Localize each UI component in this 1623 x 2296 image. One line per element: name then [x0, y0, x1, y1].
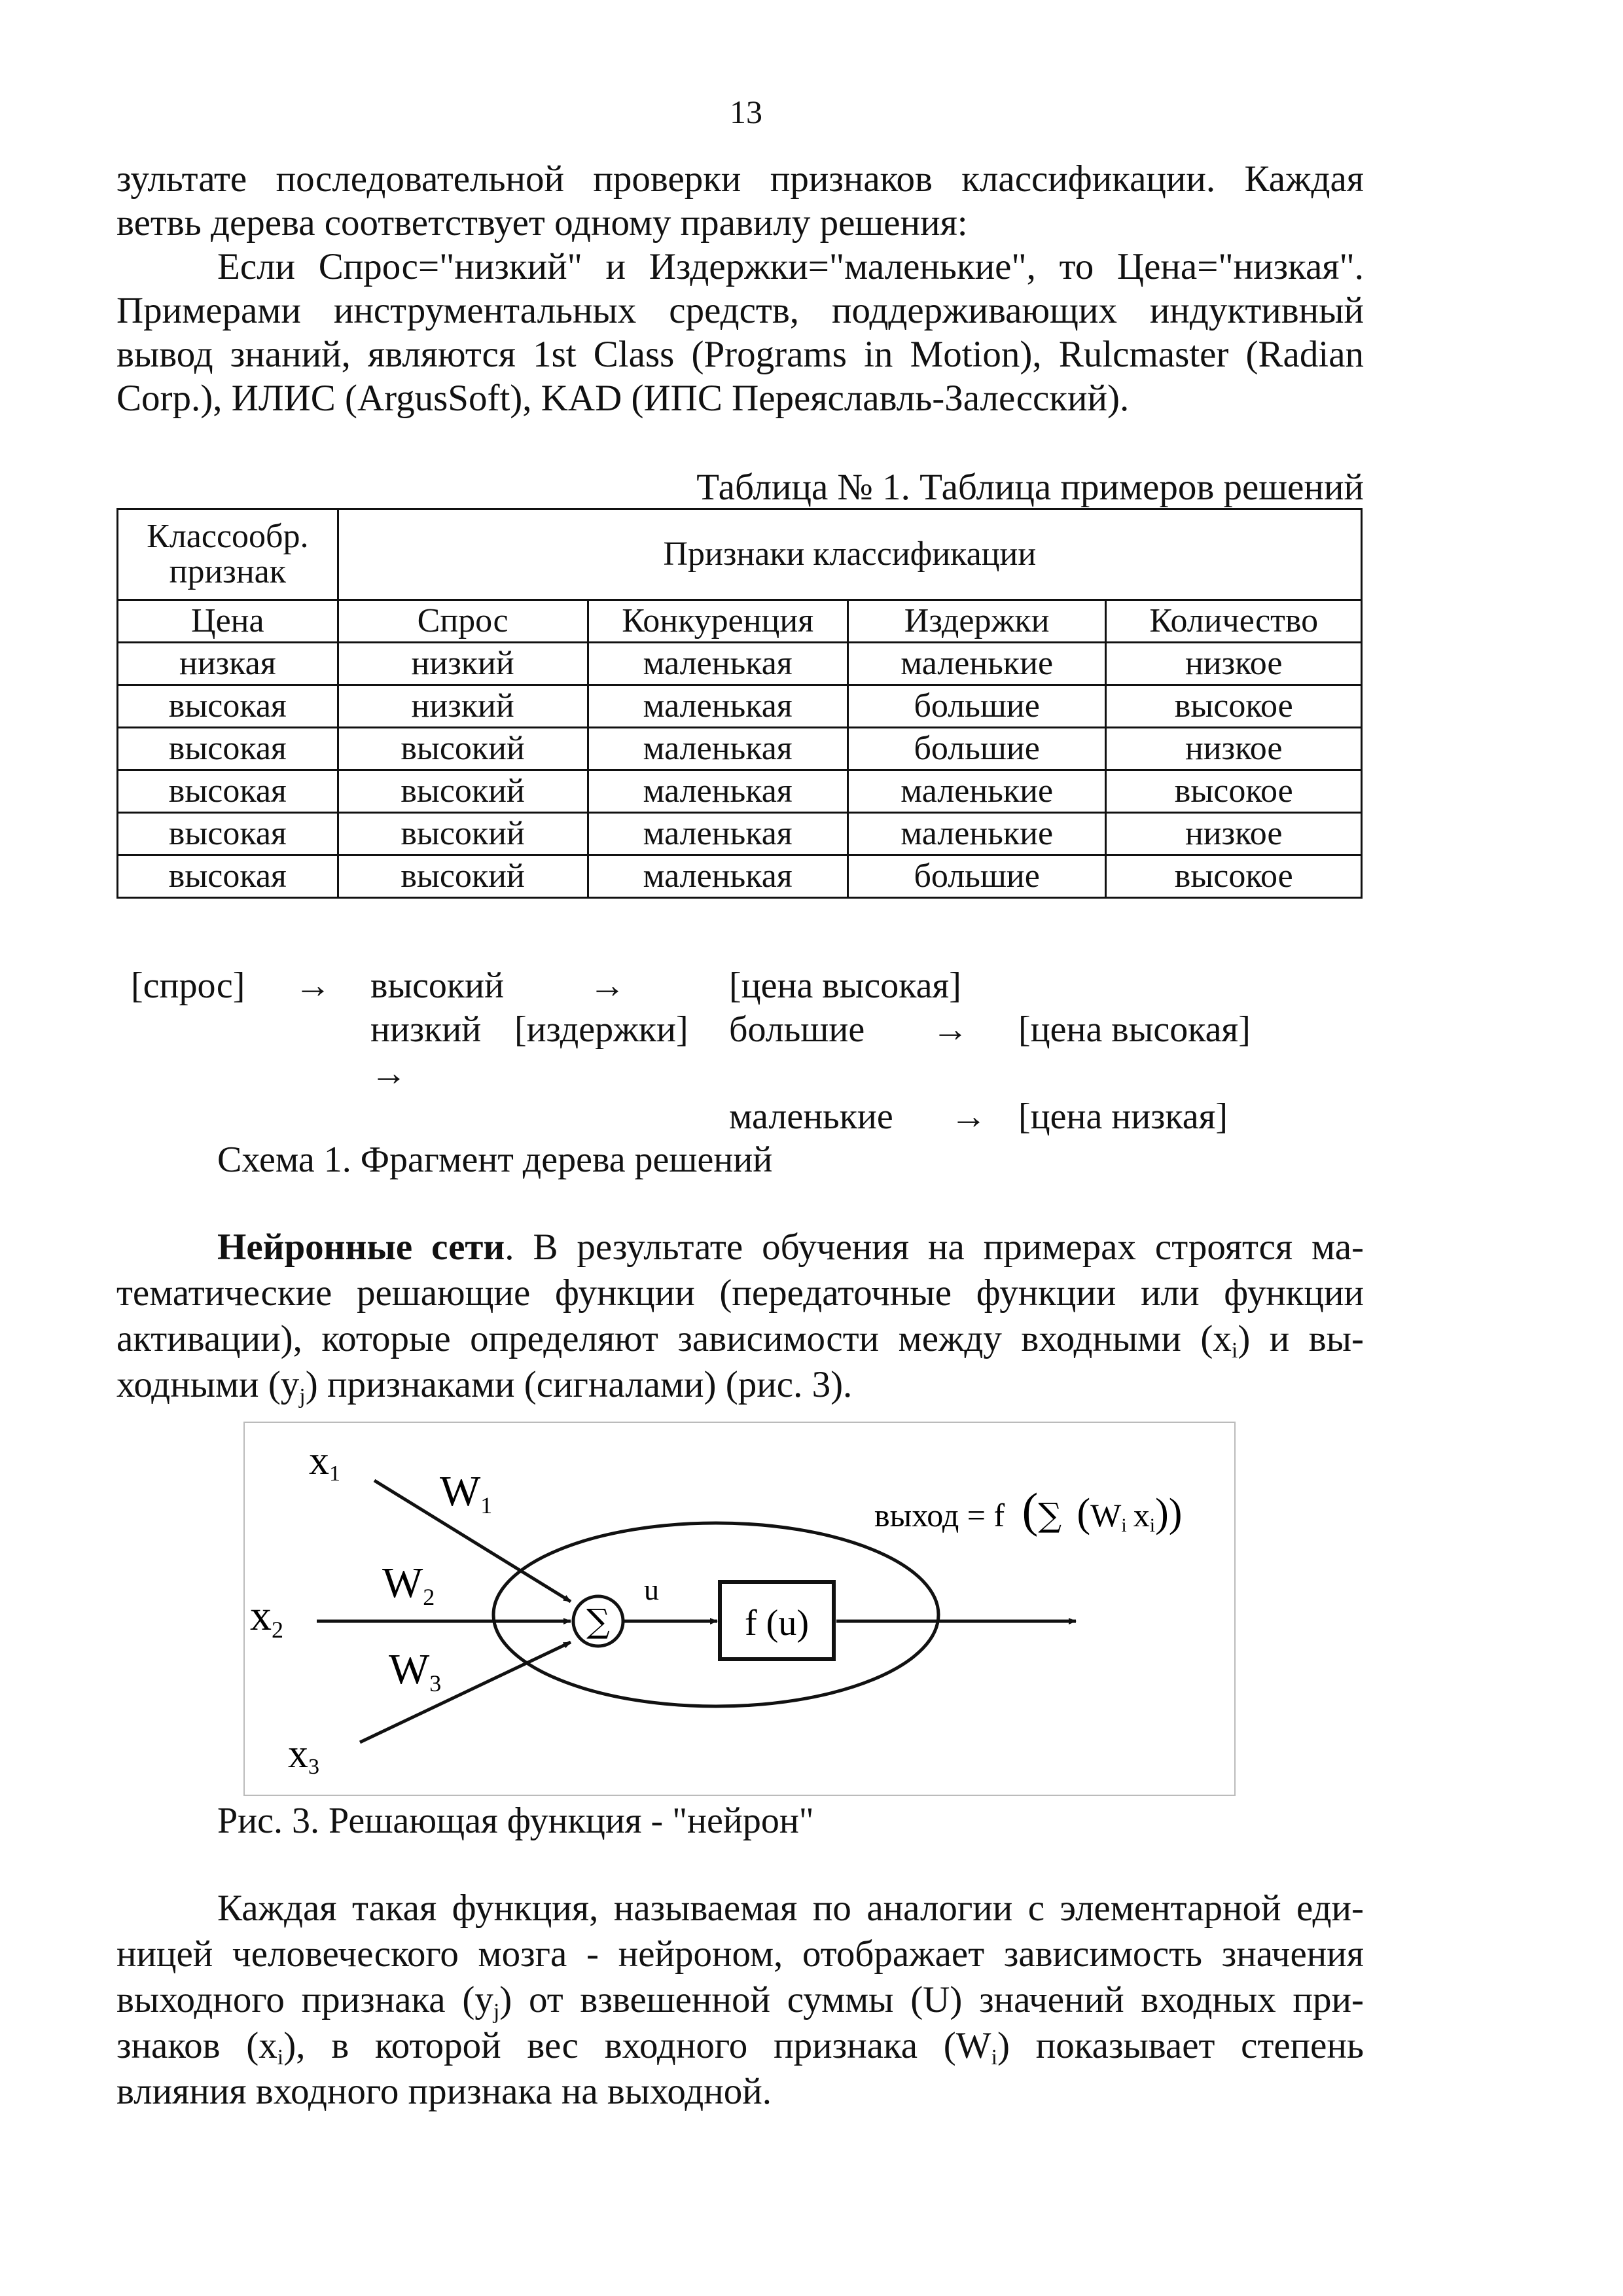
- table-row: [118, 728, 1362, 770]
- sub-i: i: [1231, 1338, 1238, 1363]
- scheme-high-result: [цена высокая]: [729, 965, 961, 1006]
- table-row: [118, 685, 1362, 728]
- var-x: x: [1213, 1318, 1232, 1359]
- label-x2: x2: [250, 1592, 283, 1643]
- text-line: вывод знаний, являются 1st Class (Programs in Motion), Rulcmaster (Radian: [116, 334, 1364, 375]
- text-fragment: ) признаками (сигналами) (рис. 3).: [305, 1364, 853, 1405]
- scheme-small: маленькие: [729, 1096, 893, 1137]
- output-formula: выход = f (∑ (Wi xi)): [874, 1484, 1183, 1537]
- text-fragment: ходными (: [116, 1364, 281, 1405]
- table-cell: высокий: [338, 855, 588, 898]
- table-cell: маленькие: [847, 813, 1106, 855]
- header-left-cell: Классообр. признак: [118, 509, 338, 600]
- var-x: x: [259, 2025, 277, 2066]
- label-u: u: [644, 1573, 659, 1606]
- var-w: W: [955, 2025, 991, 2066]
- table-cell: высокое: [1106, 685, 1362, 728]
- text-line: [116, 1363, 1364, 1418]
- table-row: [118, 813, 1362, 855]
- neuron-figure: [243, 1422, 1236, 1796]
- arrow-icon: →: [294, 965, 331, 1006]
- text-line: Каждая такая функция, называемая по аналогии с элементарной еди-: [217, 1888, 1364, 1929]
- arrow-icon: →: [950, 1096, 987, 1137]
- section-title: Нейронные сети: [217, 1227, 505, 1268]
- table-cell: низкое: [1106, 728, 1362, 770]
- text-line: Если Спрос="низкий" и Издержки="маленькие", то Цена="низкая".: [217, 246, 1364, 287]
- text-line: ветвь дерева соответствует одному правилу решения:: [116, 202, 968, 243]
- table-cell: маленькая: [588, 685, 847, 728]
- page-number: 13: [730, 94, 762, 130]
- scheme-costs: [издержки]: [514, 1009, 688, 1050]
- scheme-big: большие: [729, 1009, 865, 1050]
- figure-frame: [244, 1422, 1235, 1795]
- text-line: тематические решающие функции (передаточные функции или функции: [116, 1272, 1364, 1314]
- text-line: влияния входного признака на выходной.: [116, 2071, 772, 2112]
- column-header: Количество: [1106, 600, 1362, 643]
- text-line: Примерами инструментальных средств, поддерживающих индуктивный: [116, 290, 1364, 331]
- table-cell: низкий: [338, 643, 588, 685]
- table-cell: высокое: [1106, 855, 1362, 898]
- table-cell: маленькая: [588, 770, 847, 813]
- column-header: Спрос: [338, 600, 588, 643]
- label-fu: f (u): [745, 1603, 809, 1643]
- table-cell: высокая: [118, 685, 338, 728]
- scheme-caption: Схема 1. Фрагмент дерева решений: [217, 1139, 773, 1180]
- label-x3: x3: [288, 1732, 319, 1779]
- sub-j: j: [493, 2000, 500, 2024]
- table-cell: маленькая: [588, 643, 847, 685]
- table-row: [118, 770, 1362, 813]
- table-cell: большие: [847, 855, 1106, 898]
- scheme-small-result: [цена низкая]: [1018, 1096, 1228, 1137]
- label-w2: W2: [382, 1559, 435, 1610]
- section-text: . В результате обучения на примерах строятся ма-: [505, 1227, 1364, 1268]
- figure-caption: Рис. 3. Решающая функция - "нейрон": [217, 1801, 814, 1841]
- label-w1: W1: [440, 1467, 493, 1518]
- scheme-big-result: [цена высокая]: [1018, 1009, 1251, 1050]
- arrow-icon: →: [589, 965, 626, 1006]
- text-fragment: ) от взвешенной суммы (U) значений входных при-: [499, 1979, 1364, 2020]
- sub-i: i: [991, 2045, 998, 2070]
- table-cell: маленькая: [588, 813, 847, 855]
- arrow-icon: →: [932, 1009, 969, 1050]
- table-row: [118, 643, 1362, 685]
- arrow-icon: →: [370, 1053, 407, 1094]
- table-caption: Таблица № 1. Таблица примеров решений: [696, 467, 1364, 508]
- text-line: [217, 1225, 1364, 1269]
- column-header: Издержки: [847, 600, 1106, 643]
- var-y: y: [474, 1979, 493, 2020]
- table-cell: высокий: [338, 770, 588, 813]
- table-cell: маленькая: [588, 855, 847, 898]
- var-y: y: [280, 1364, 300, 1405]
- table-cell: высокий: [338, 728, 588, 770]
- label-x1: x1: [309, 1439, 340, 1486]
- table-cell: высокая: [118, 855, 338, 898]
- table-cell: высокая: [118, 770, 338, 813]
- text-line: Corp.), ИЛИС (ArgusSoft), KAD (ИПС Переяславль-Залесский).: [116, 378, 1130, 419]
- table-cell: высокое: [1106, 770, 1362, 813]
- header-group-cell: Признаки классификации: [338, 509, 1361, 600]
- label-w3: W3: [389, 1645, 442, 1696]
- table-cell: высокая: [118, 813, 338, 855]
- neuron-ellipse: [493, 1523, 938, 1706]
- table-row: [118, 855, 1362, 898]
- table-cell: низкое: [1106, 643, 1362, 685]
- text-fragment: активации), которые определяют зависимости между входными (: [116, 1318, 1213, 1359]
- scheme-low: низкий: [370, 1009, 482, 1050]
- sum-icon: ∑: [586, 1602, 610, 1640]
- decision-examples-table: [116, 508, 1363, 899]
- table-cell: низкая: [118, 643, 338, 685]
- sub-j: j: [299, 1384, 306, 1408]
- text-fragment: ) и вы-: [1238, 1318, 1364, 1359]
- text-fragment: выходного признака (: [116, 1979, 475, 2020]
- table-cell: маленькие: [847, 770, 1106, 813]
- text-line: зультате последовательной проверки признаков классификации. Каждая: [116, 158, 1364, 200]
- sub-i: i: [277, 2045, 284, 2070]
- table-columns-row: [118, 600, 1362, 643]
- text-line: ницей человеческого мозга - нейроном, отображает зависимость значения: [116, 1933, 1364, 1975]
- text-fragment: ), в которой вес входного признака (: [283, 2025, 956, 2066]
- table-cell: низкий: [338, 685, 588, 728]
- text-fragment: ) показывает степень: [997, 2025, 1364, 2066]
- table-header-row: [118, 509, 1362, 600]
- text-fragment: знаков (: [116, 2025, 259, 2066]
- table-cell: низкое: [1106, 813, 1362, 855]
- table-cell: высокий: [338, 813, 588, 855]
- column-header: Цена: [118, 600, 338, 643]
- table-cell: большие: [847, 728, 1106, 770]
- table-cell: маленькие: [847, 643, 1106, 685]
- table-cell: маленькая: [588, 728, 847, 770]
- scheme-root: [спрос]: [131, 965, 245, 1006]
- table-cell: высокая: [118, 728, 338, 770]
- table-cell: большие: [847, 685, 1106, 728]
- column-header: Конкуренция: [588, 600, 847, 643]
- scheme-high: высокий: [370, 965, 505, 1006]
